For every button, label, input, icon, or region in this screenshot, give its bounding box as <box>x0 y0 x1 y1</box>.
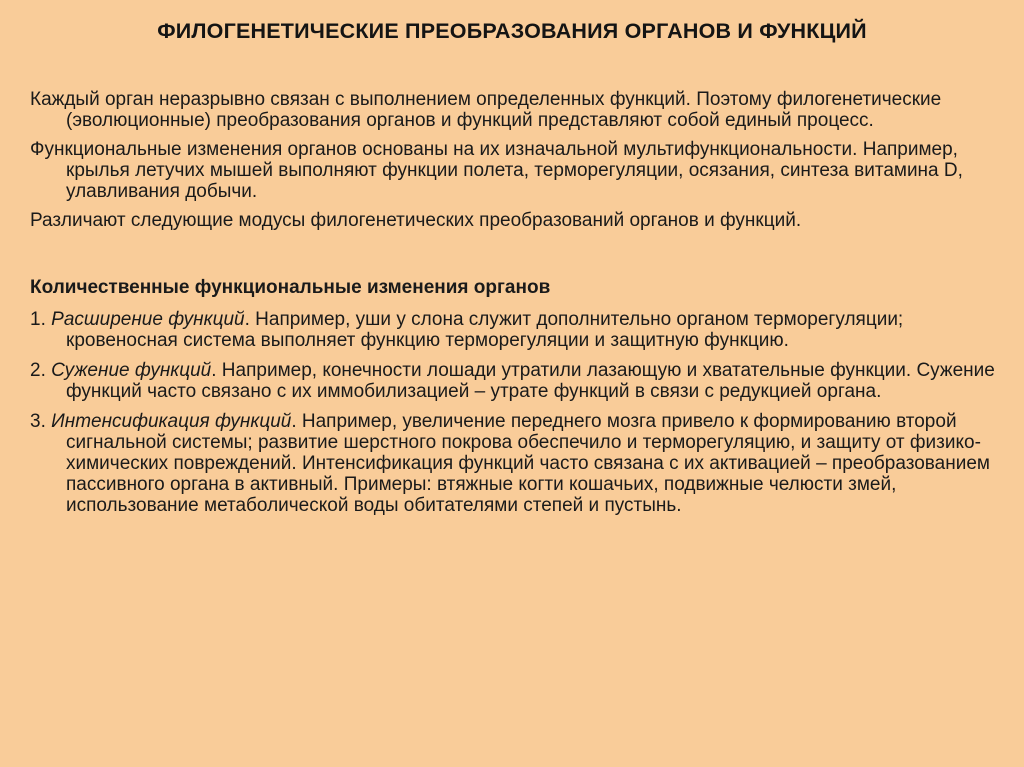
mode-number: 1. <box>30 309 46 330</box>
mode-text: . Например, уши у слона служит дополнительно органом терморегуляции; кровеносная система выполняет функцию терморегуляции и защитную функцию. <box>66 309 904 351</box>
intro-paragraph-1: Каждый орган неразрывно связан с выполнением определенных функций. Поэтому филогенетические (эволюционные) преобразования органов и функций представляют собой единый процесс. <box>30 89 942 131</box>
mode-number: 2. <box>30 360 46 381</box>
mode-number: 3. <box>30 411 46 432</box>
mode-name: Сужение функций <box>51 360 212 381</box>
section-heading: Количественные функциональные изменения органов <box>30 277 551 298</box>
mode-text: . Например, конечности лошади утратили лазающую и хватательные функции. Сужение функций часто связано с их иммобилизацией – утрате функций в связи с редукцией органа. <box>66 360 995 402</box>
mode-name: Интенсификация функций <box>51 411 292 432</box>
intro-paragraph-2: Функциональные изменения органов основаны на их изначальной мультифункциональности. Например, крылья летучих мышей выполняют функции полета, терморегуляции, осязания, синтеза витамина D, улавливания добычи. <box>30 139 963 202</box>
intro-paragraph-3: Различают следующие модусы филогенетических преобразований органов и функций. <box>30 210 802 231</box>
slide-content <box>30 89 995 525</box>
mode-item-2 <box>30 360 995 402</box>
spacer <box>30 239 995 277</box>
mode-name: Расширение функций <box>51 309 245 330</box>
slide-title: ФИЛОГЕНЕТИЧЕСКИЕ ПРЕОБРАЗОВАНИЯ ОРГАНОВ И ФУНКЦИЙ <box>157 19 867 43</box>
mode-text: . Например, увеличение переднего мозга привело к формированию второй сигнальной системы; развитие шерстного покрова обеспечило и терморегуляцию, и защиту от физико-химических повреждений. Интенсификация функций часто связана с их активацией – преобразованием пассивного органа в активный. Примеры: втяжные когти кошачьих, подвижные челюсти змей, использование метаболической воды обитателями степей и пустынь. <box>66 411 990 516</box>
mode-item-1 <box>30 309 995 351</box>
mode-item-3 <box>30 411 995 516</box>
